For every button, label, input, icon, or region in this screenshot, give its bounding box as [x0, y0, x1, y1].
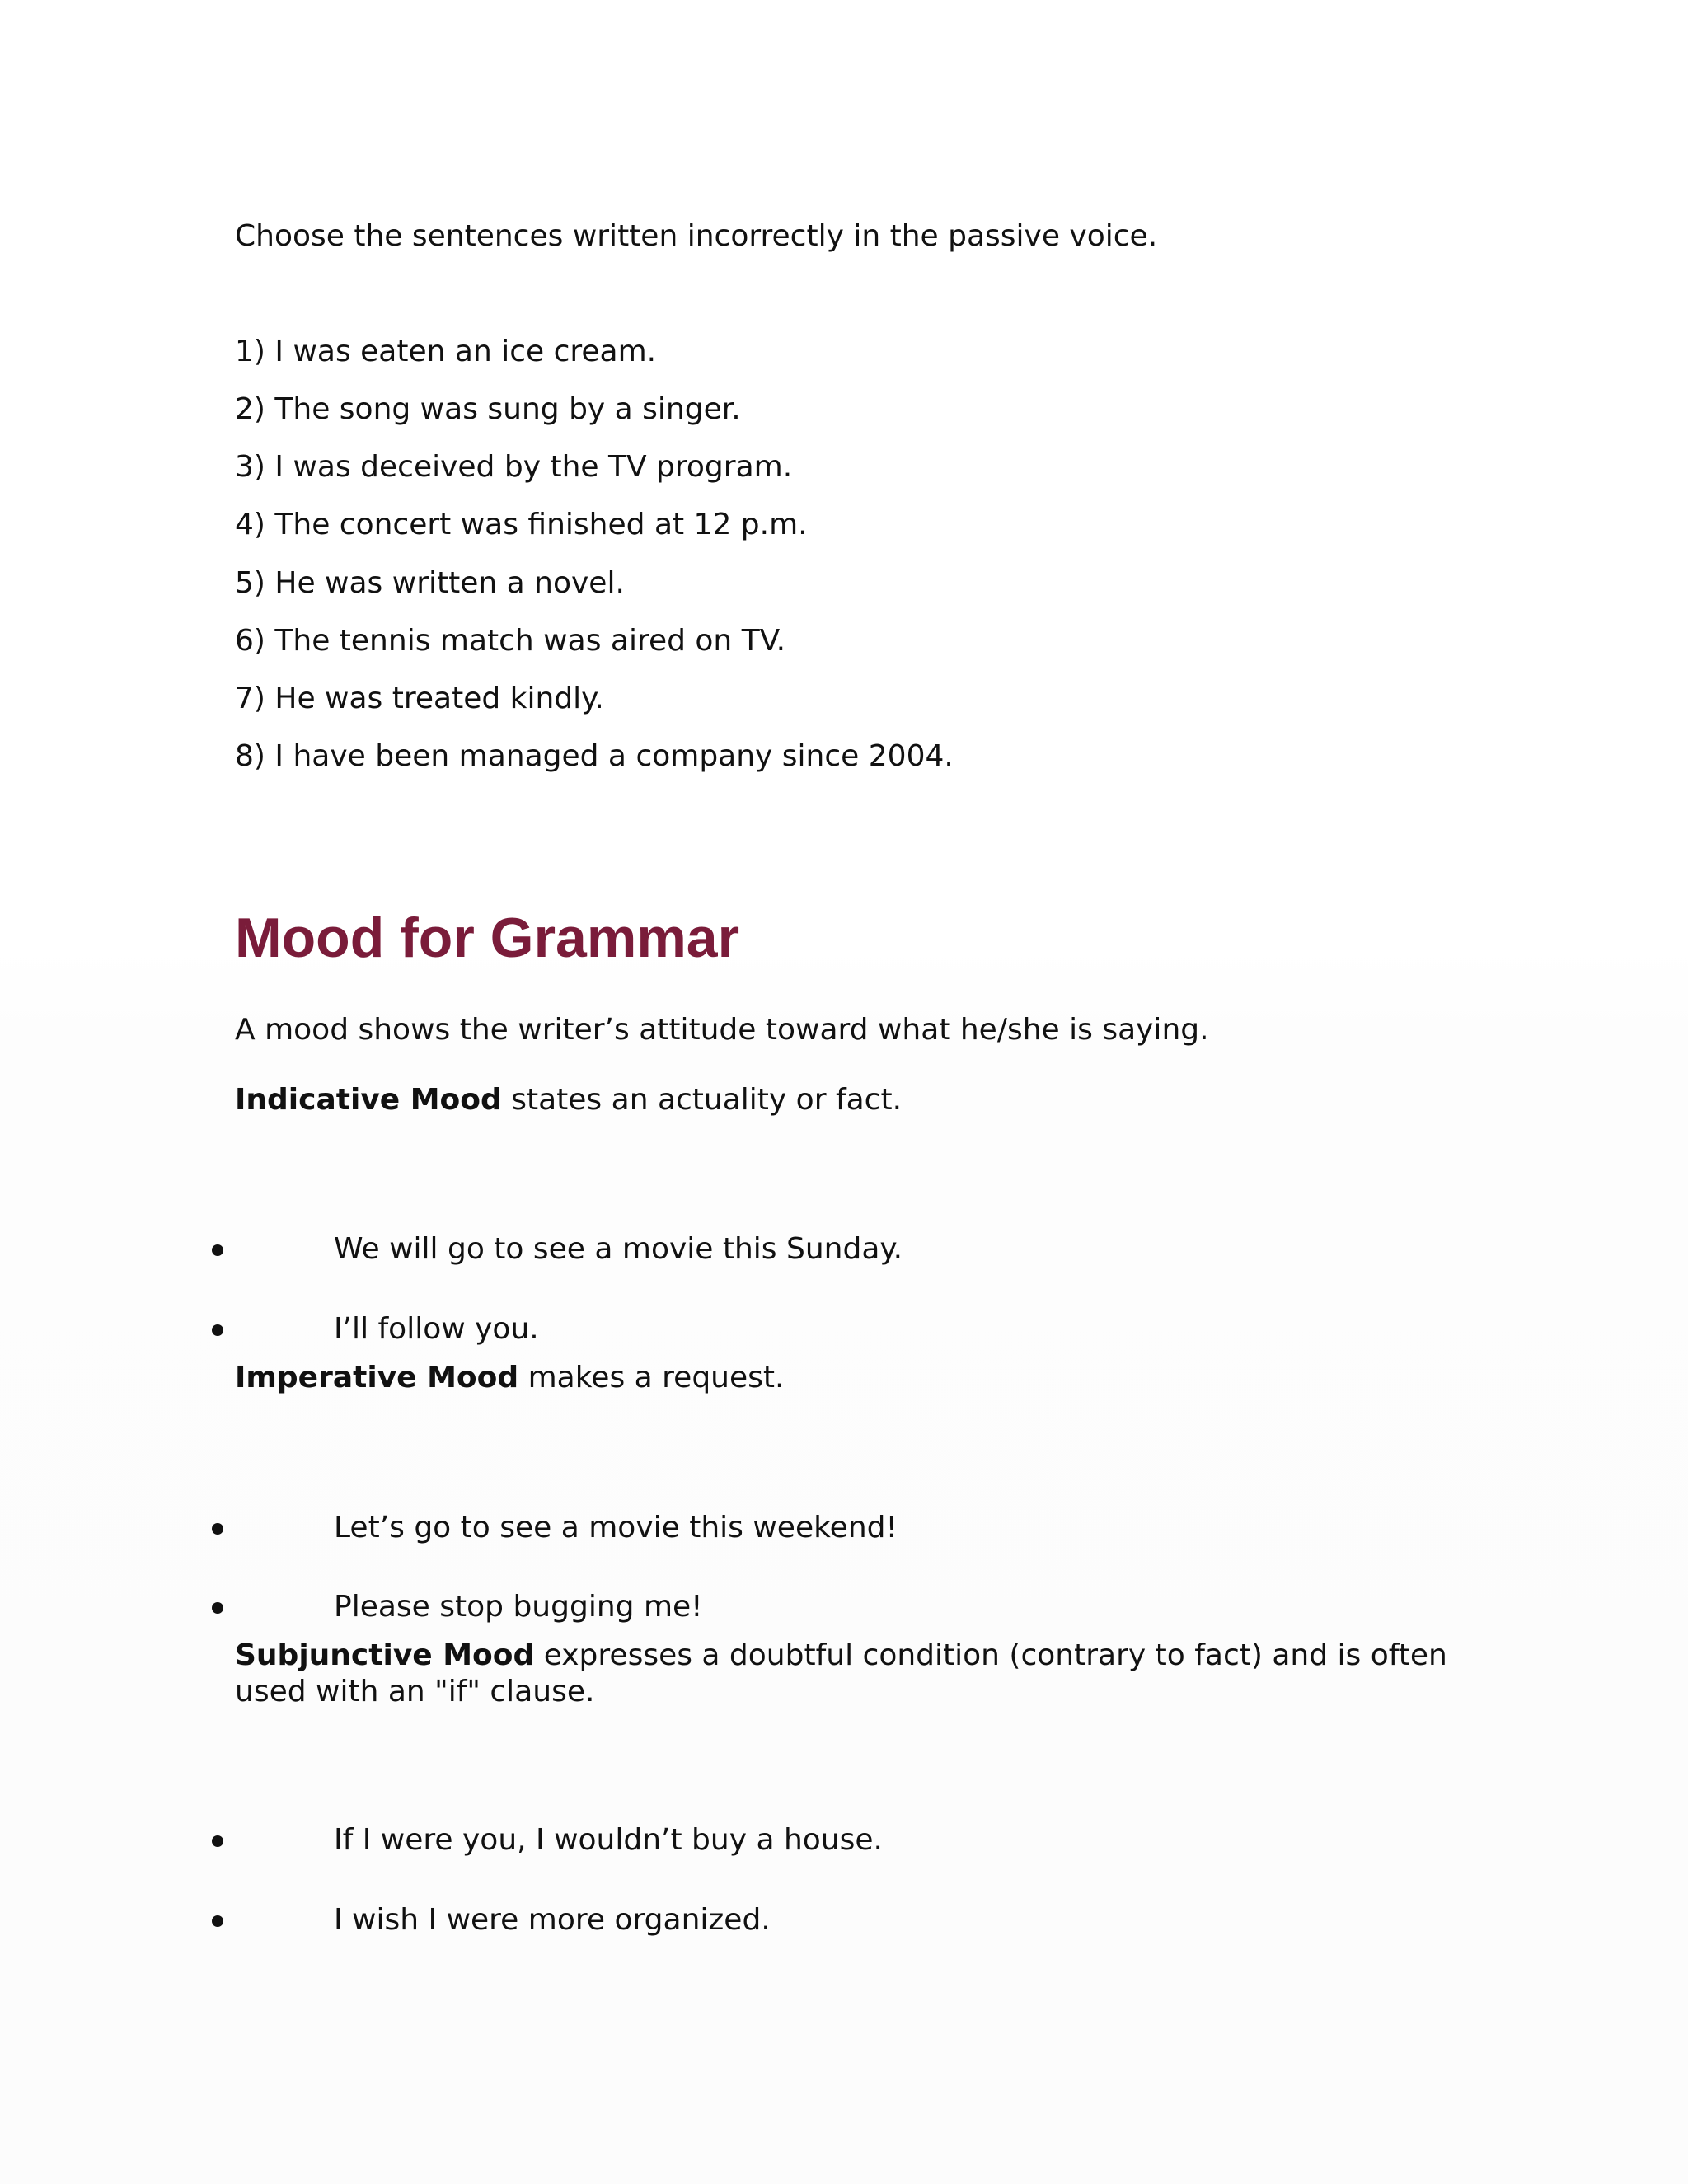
exercise-item: 1) I was eaten an ice cream.	[235, 335, 657, 368]
imperative-example: Let’s go to see a movie this weekend!	[334, 1511, 898, 1544]
exercise-item: 5) He was written a novel.	[235, 566, 625, 600]
bullet-icon	[212, 1523, 223, 1535]
imperative-definition-text: makes a request.	[518, 1361, 785, 1394]
bullet-icon	[212, 1835, 223, 1847]
subjunctive-example: I wish I were more organized.	[334, 1903, 771, 1937]
section-intro: A mood shows the writer’s attitude toward what he/she is saying.	[235, 1013, 1209, 1047]
indicative-example: We will go to see a movie this Sunday.	[334, 1232, 903, 1266]
indicative-term: Indicative Mood	[235, 1083, 502, 1117]
subjunctive-definition	[235, 1638, 1471, 1710]
exercise-item: 2) The song was sung by a singer.	[235, 392, 741, 426]
exercise-item: 8) I have been managed a company since 2004.	[235, 739, 954, 773]
bullet-icon	[212, 1602, 223, 1614]
subjunctive-example: If I were you, I wouldn’t buy a house.	[334, 1823, 883, 1857]
imperative-example: Please stop bugging me!	[334, 1590, 703, 1624]
exercise-instruction: Choose the sentences written incorrectly in the passive voice.	[235, 219, 1158, 253]
bullet-icon	[212, 1244, 223, 1256]
bullet-icon	[212, 1915, 223, 1927]
exercise-item: 6) The tennis match was aired on TV.	[235, 624, 786, 658]
exercise-item: 7) He was treated kindly.	[235, 682, 604, 715]
exercise-item: 3) I was deceived by the TV program.	[235, 450, 793, 484]
imperative-term: Imperative Mood	[235, 1361, 519, 1394]
subjunctive-definition-text: expresses a doubtful condition (contrary to fact) and is often used with an "if" clause.	[235, 1638, 1447, 1708]
indicative-definition	[235, 1082, 902, 1118]
indicative-definition-text: states an actuality or fact.	[501, 1083, 903, 1117]
subjunctive-term: Subjunctive Mood	[235, 1638, 535, 1672]
imperative-definition	[235, 1360, 784, 1396]
exercise-item: 4) The concert was finished at 12 p.m.	[235, 508, 808, 541]
indicative-example: I’ll follow you.	[334, 1312, 539, 1346]
bullet-icon	[212, 1324, 223, 1336]
section-title: Mood for Grammar	[235, 907, 740, 969]
